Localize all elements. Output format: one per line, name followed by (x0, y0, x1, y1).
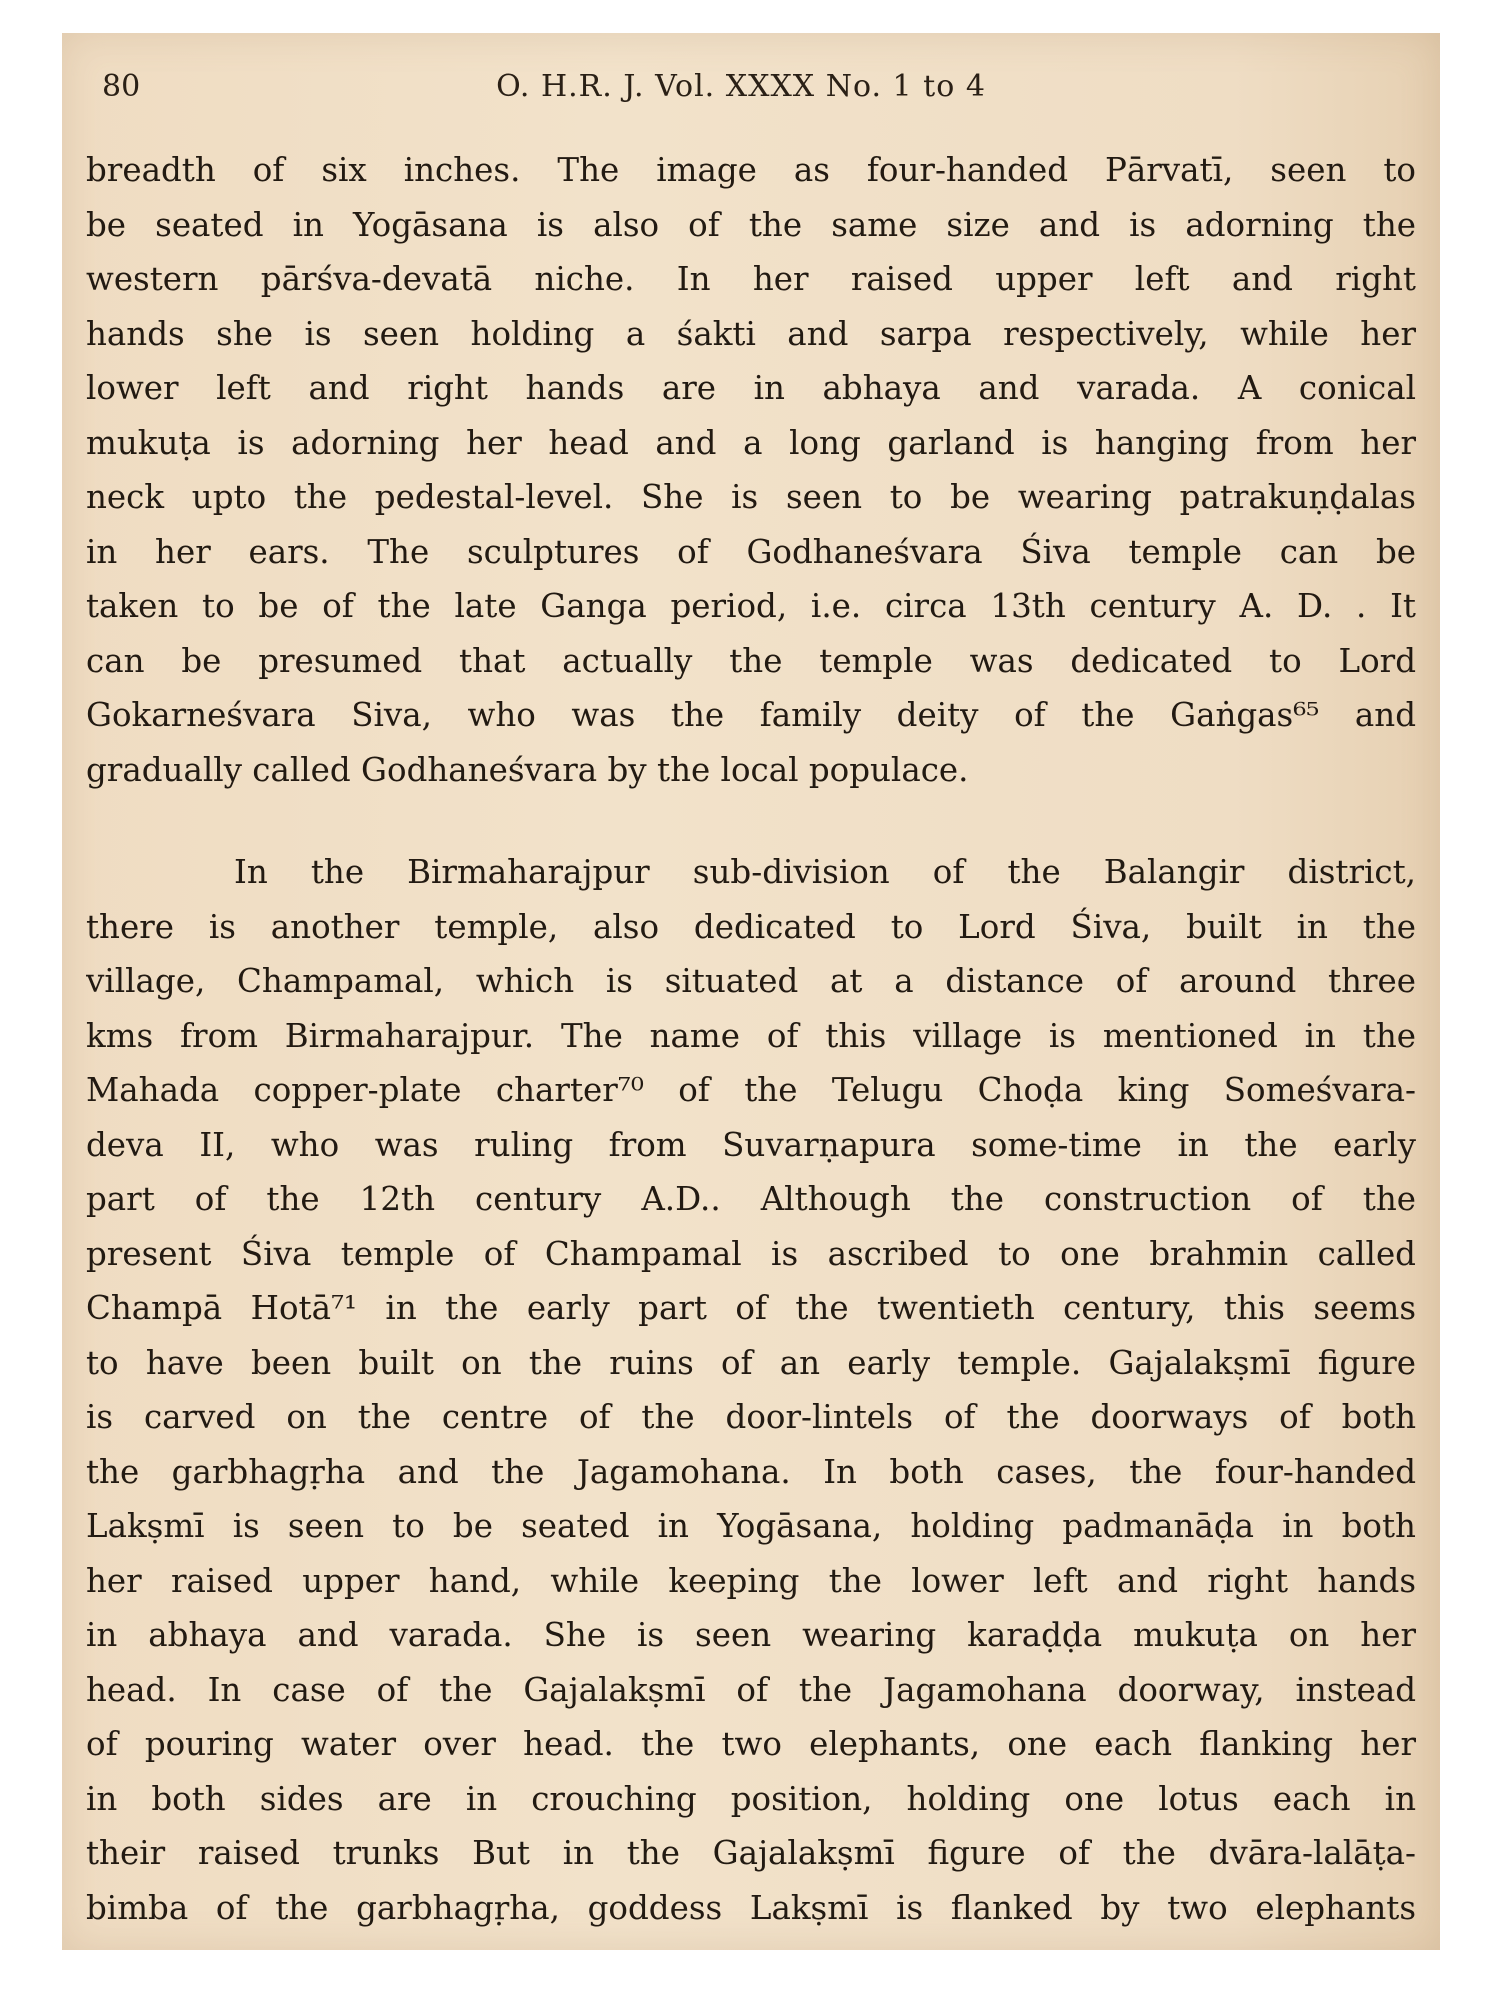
text-line: Gokarneśvara Siva, who was the family deity of the Gaṅgas⁶⁵ and (86, 696, 1416, 734)
text-line: is carved on the centre of the door-lintels of the doorways of both (86, 1398, 1416, 1436)
text-line: their raised trunks But in the Gajalakṣmī figure of the dvāra-lalāṭa- (86, 1834, 1416, 1872)
text-line: In the Birmaharajpur sub-division of the Balangir district, (234, 853, 1416, 891)
text-line: the garbhagṛha and the Jagamohana. In both cases, the four-handed (86, 1452, 1416, 1491)
journal-title: O. H.R. J. Vol. XXXX No. 1 to 4 (496, 69, 986, 104)
page-body (86, 143, 1416, 1935)
paragraph-2 (86, 845, 1416, 1935)
text-line: Lakṣmī is seen to be seated in Yogāsana, holding padmanāḍa in both (86, 1507, 1416, 1545)
text-line: in both sides are in crouching position, holding one lotus each in (86, 1779, 1416, 1818)
text-line: western pārśva-devatā niche. In her raised upper left and right (86, 260, 1416, 298)
text-line: breadth of six inches. The image as four-handed Pārvatī, seen to (86, 151, 1416, 189)
text-line: hands she is seen holding a śakti and sarpa respectively, while her (86, 314, 1416, 353)
text-line: present Śiva temple of Champamal is ascribed to one brahmin called (86, 1234, 1416, 1273)
text-line: lower left and right hands are in abhaya and varada. A conical (86, 369, 1416, 407)
text-line: mukuṭa is adorning her head and a long garland is hanging from her (86, 423, 1416, 462)
text-line: in abhaya and varada. She is seen wearing karaḍḍa mukuṭa on her (86, 1616, 1416, 1654)
text-line: deva II, who was ruling from Suvarṇapura some-time in the early (86, 1125, 1416, 1164)
text-line: Mahada copper-plate charter⁷⁰ of the Telugu Choḍa king Someśvara- (86, 1071, 1416, 1109)
text-line: there is another temple, also dedicated to Lord Śiva, built in the (86, 907, 1416, 946)
text-line: of pouring water over head. the two elephants, one each flanking her (86, 1725, 1416, 1763)
paragraph-1 (86, 143, 1416, 797)
text-line: her raised upper hand, while keeping the lower left and right hands (86, 1561, 1416, 1600)
text-line: be seated in Yogāsana is also of the same size and is adorning the (86, 205, 1416, 244)
text-line: gradually called Godhaneśvara by the local populace. (86, 750, 969, 789)
text-line: can be presumed that actually the temple was dedicated to Lord (86, 641, 1416, 680)
text-line: village, Champamal, which is situated at a distance of around three (86, 962, 1416, 1000)
text-line: Champā Hotā⁷¹ in the early part of the twentieth century, this seems (86, 1289, 1416, 1327)
text-line: in her ears. The sculptures of Godhaneśvara Śiva temple can be (86, 532, 1416, 571)
page-header (102, 61, 1380, 111)
text-line: taken to be of the late Ganga period, i.e. circa 13th century A. D. . It (86, 587, 1416, 625)
scanned-page (62, 33, 1440, 1950)
text-line: neck upto the pedestal-level. She is seen to be wearing patrakuṇḍalas (86, 478, 1416, 516)
page-number: 80 (102, 69, 141, 104)
paragraph-gap (86, 797, 1416, 845)
text-line: bimba of the garbhagṛha, goddess Lakṣmī is flanked by two elephants (86, 1888, 1416, 1927)
text-line: to have been built on the ruins of an early temple. Gajalakṣmī figure (86, 1343, 1416, 1382)
text-line: kms from Birmaharajpur. The name of this village is mentioned in the (86, 1016, 1416, 1055)
text-line: part of the 12th century A.D.. Although the construction of the (86, 1180, 1416, 1218)
text-line: head. In case of the Gajalakṣmī of the Jagamohana doorway, instead (86, 1670, 1416, 1709)
